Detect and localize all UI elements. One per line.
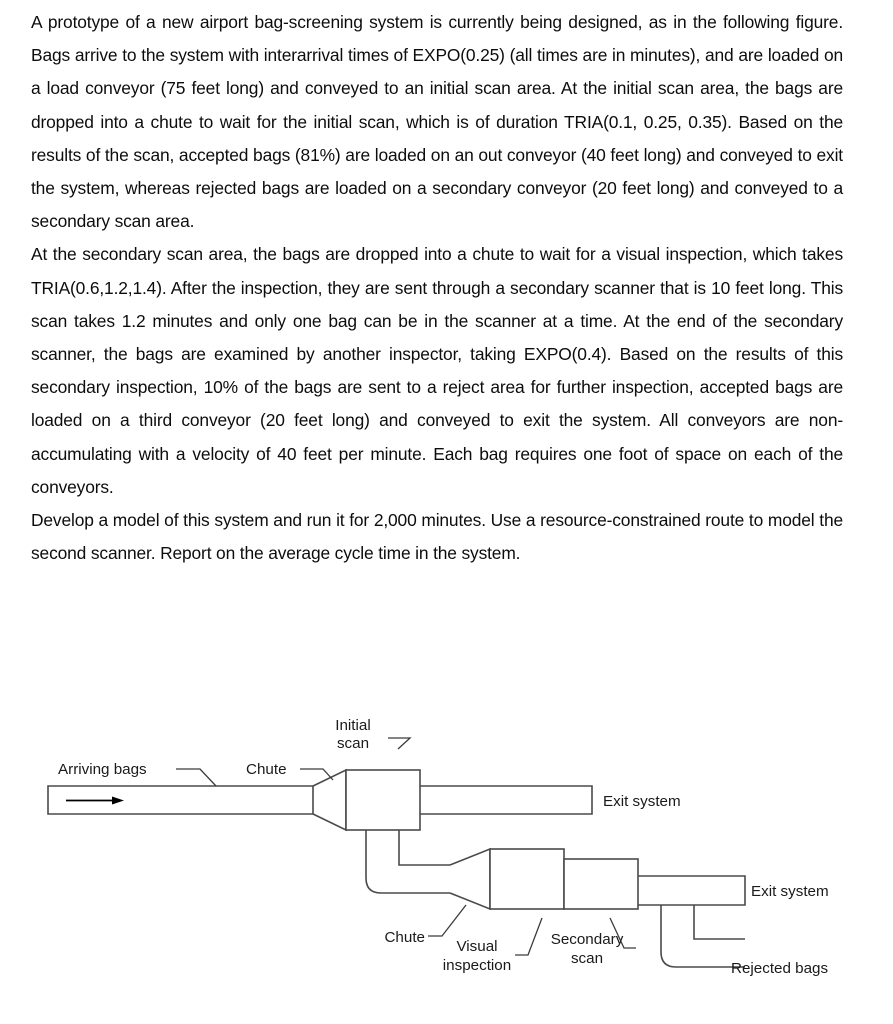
diagram-svg [0, 690, 893, 1010]
leader-chute-bottom [428, 905, 466, 936]
initial-scan-box [346, 770, 420, 830]
label-rejected-bags: Rejected bags [731, 960, 829, 977]
secondary-scan-box [564, 859, 638, 909]
rejected-bags-chute [661, 905, 745, 967]
label-secondary-scan-line2: scan [570, 950, 604, 967]
third-conveyor-bottom [638, 876, 745, 905]
paragraph-3: Develop a model of this system and run it for 2,000 minutes. Use a resource-constrained route to model the second scanner. Report on the average cycle time in the system. [31, 510, 843, 564]
label-chute-bottom: Chute [384, 929, 425, 946]
label-chute-top: Chute [246, 761, 287, 778]
label-initial-scan-line2: scan [336, 735, 370, 752]
visual-inspection-chute-shape [450, 849, 490, 909]
paragraph-1: A prototype of a new airport bag-screening system is currently being designed, as in the following figure. Bags arrive to the system with interarrival times of EXPO(0.25) (all times are in minutes), and are loaded on a load conveyor (75 feet long) and conveyed to an initial scan area. At the initial scan area, the bags are dropped into a chute to wait for the initial scan, which is of duration TRIA(0.1, 0.25, 0.35). Based on the results of the scan, accepted bags (81%) are loaded on an out conveyor (40 feet long) and conveyed to exit the system, whereas rejected bags are loaded on a secondary conveyor (20 feet long) and conveyed to a secondary scan area. [31, 12, 843, 232]
out-conveyor-top [420, 786, 592, 814]
label-visual-inspection-line1: Visual [456, 938, 498, 955]
flow-direction-arrow [66, 797, 124, 805]
label-visual-inspection-line2: inspection [442, 957, 512, 974]
problem-statement-text [31, 6, 843, 570]
label-initial-scan-line1: Initial [335, 717, 371, 734]
label-arriving-bags: Arriving bags [58, 761, 147, 778]
leader-initial-scan [388, 738, 410, 749]
label-exit-system-top: Exit system [603, 793, 681, 810]
secondary-conveyor-drop [366, 830, 450, 893]
system-flow-diagram [0, 690, 893, 1010]
label-exit-system-bottom: Exit system [751, 883, 829, 900]
initial-chute-shape [313, 770, 346, 830]
paragraph-2: At the secondary scan area, the bags are dropped into a chute to wait for a visual inspection, which takes TRIA(0.6,1.2,1.4). After the inspection, they are sent through a secondary scanner that is 10 feet long. This scan takes 1.2 minutes and only one bag can be in the scanner at a time. At the end of the secondary scanner, the bags are examined by another inspector, taking EXPO(0.4). Based on the results of this secondary inspection, 10% of the bags are sent to a reject area for further inspection, accepted bags are loaded on a third conveyor (20 feet long) and conveyed to exit the system. All conveyors are non-accumulating with a velocity of 40 feet per minute. Each bag requires one foot of space on each of the conveyors. [31, 244, 843, 497]
leader-arriving-bags [176, 769, 216, 786]
visual-inspection-box [490, 849, 564, 909]
label-secondary-scan-line1: Secondary [550, 931, 624, 948]
leader-visual-inspection [515, 918, 542, 955]
